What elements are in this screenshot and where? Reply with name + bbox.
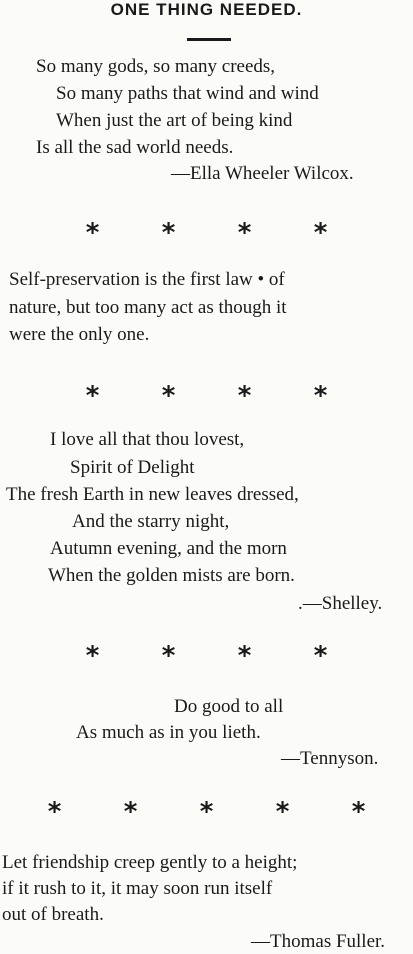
star-1: *: [85, 218, 100, 248]
prose2-line-1: Let friendship creep gently to a height;: [2, 852, 298, 873]
star-2: *: [161, 218, 176, 248]
prose1-line-1: Self-preservation is the first law • of: [9, 269, 285, 290]
separator-1: [0, 218, 413, 248]
poem2-line-1: I love all that thou lovest,: [50, 429, 245, 450]
title-rule: [187, 38, 231, 41]
prose1-line-2: nature, but too many act as though it: [9, 297, 287, 318]
star-4: *: [275, 797, 290, 827]
page-title: ONE THING NEEDED.: [110, 0, 303, 19]
star-4: *: [313, 381, 328, 411]
poem3-line-1: Do good to all: [174, 696, 284, 717]
star-2: *: [161, 641, 176, 671]
star-2: *: [123, 797, 138, 827]
star-1: *: [47, 797, 62, 827]
poem2-line-4: And the starry night,: [72, 511, 230, 532]
star-3: *: [237, 381, 252, 411]
star-2: *: [161, 381, 176, 411]
star-3: *: [237, 218, 252, 248]
poem2-line-3: The fresh Earth in new leaves dressed,: [6, 484, 299, 505]
poem2-line-6: When the golden mists are born.: [48, 565, 295, 586]
prose2-attribution: —Thomas Fuller.: [251, 931, 386, 952]
poem1-line-2: So many paths that wind and wind: [56, 83, 319, 104]
separator-4: [0, 797, 413, 827]
star-3: *: [237, 641, 252, 671]
poem1-line-1: So many gods, so many creeds,: [36, 56, 276, 77]
star-1: *: [85, 381, 100, 411]
star-4: *: [313, 641, 328, 671]
separator-3: [0, 641, 413, 671]
separator-2: [0, 381, 413, 411]
poem2-line-2: Spirit of Delight: [70, 457, 195, 478]
poem3-line-2: As much as in you lieth.: [76, 722, 261, 743]
poem2-attribution: .—Shelley.: [298, 593, 383, 614]
prose1-line-3: were the only one.: [9, 324, 150, 345]
star-1: *: [85, 641, 100, 671]
poem2-line-5: Autumn evening, and the morn: [50, 538, 287, 559]
prose2-line-2: if it rush to it, it may soon run itself: [2, 878, 273, 899]
star-4: *: [313, 218, 328, 248]
poem1-line-4: Is all the sad world needs.: [36, 137, 234, 158]
star-3: *: [199, 797, 214, 827]
poem1-attribution: —Ella Wheeler Wilcox.: [171, 163, 354, 184]
poem3-attribution: —Tennyson.: [281, 748, 379, 769]
poem1-line-3: When just the art of being kind: [56, 110, 293, 131]
star-5: *: [351, 797, 366, 827]
prose2-line-3: out of breath.: [2, 904, 104, 925]
